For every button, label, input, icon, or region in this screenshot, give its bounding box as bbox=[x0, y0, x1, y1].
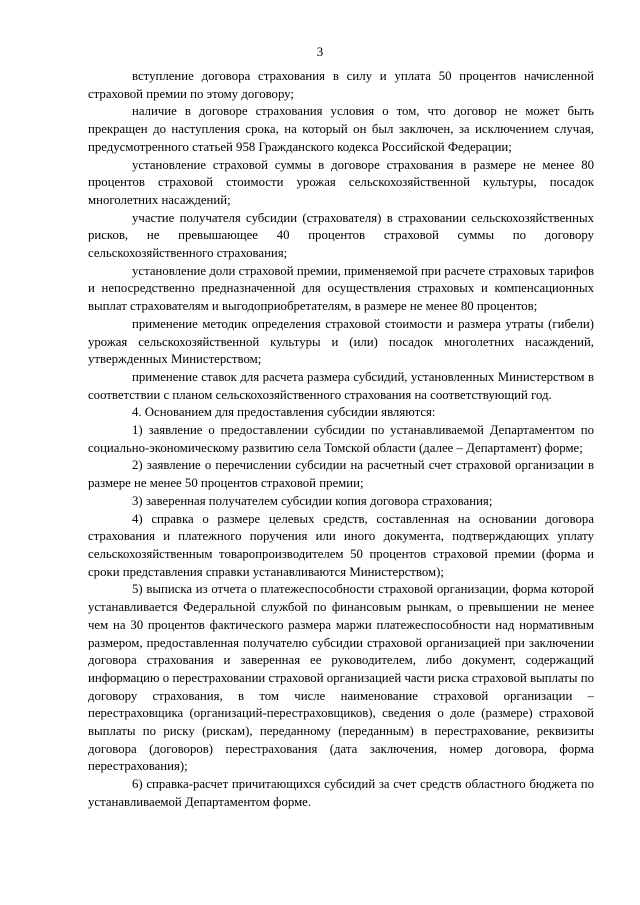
list-item: 6) справка-расчет причитающихся субсидий за счет средств областного бюджета по устанавливаемой Департаментом форме. bbox=[88, 777, 594, 809]
list-item: 2) заявление о перечислении субсидии на расчетный счет страховой организации в размере не менее 50 процентов страховой премии; bbox=[88, 458, 594, 491]
paragraph: участие получателя субсидии (страхователя) в страховании сельскохозяйственных рисков, не превышающее 40 процентов страховой суммы по договору сельскохозяйственного страхования; bbox=[88, 210, 594, 261]
list-item: 3) заверенная получателем субсидии копия договора страхования; bbox=[132, 493, 493, 508]
paragraph: применение ставок для расчета размера субсидий, установленных Министерством в соответствии с планом сельскохозяйственного страхования на соответствующий год. bbox=[88, 369, 594, 402]
page-number: 3 bbox=[316, 44, 324, 59]
paragraph: установление страховой суммы в договоре страхования в размере не менее 80 процентов страховой стоимости урожая сельскохозяйственной культуры, посадок многолетних насаждений; bbox=[88, 157, 594, 207]
paragraph: вступление договора страхования в силу и уплата 50 процентов начисленной страховой премии по этому договору; bbox=[88, 69, 594, 101]
paragraph: установление доли страховой премии, применяемой при расчете страховых тарифов и непосредственно предназначенной для осуществления страховых и компенсационных выплат страхователям и выгодоприобретателям, в размере не менее 80 процентов; bbox=[88, 263, 594, 314]
paragraph: применение методик определения страховой стоимости и размера утраты (гибели) урожая сельскохозяйственной культуры и (или) посадок многолетних насаждений, утвержденных Министерством; bbox=[88, 316, 594, 367]
list-item: 1) заявление о предоставлении субсидии по устанавливаемой Департаментом по социально-экономическому развитию села Томской области (далее – Департамент) форме; bbox=[88, 423, 594, 455]
document-body bbox=[88, 68, 594, 812]
paragraph: наличие в договоре страхования условия о том, что договор не может быть прекращен до наступления срока, на который он был заключен, за исключением случая, предусмотренного статьей 958 Гражданского кодекса Российской Федерации; bbox=[88, 104, 594, 154]
list-item: 5) выписка из отчета о платежеспособности страховой организации, форма которой устанавливается Федеральной службой по финансовым рынкам, о превышении не менее чем на 30 процентов фактического размера маржи платежеспособности над нормативным размером, предоставленная получателю субсидии страховой организацией при заключении договора страхования и заверенная ее руководителем, либо документ, содержащий информацию о перестраховании страховой организацией части риска страховой выплаты по договору страхования, в том числе наименование страховой организации – перестраховщика (организаций-перестраховщиков), сведения о доле (размере) страховой выплаты по риску (рискам), переданному (переданным) в перестрахование, реквизиты договора (договоров) перестрахования (дата заключения, номер договора, форма перестрахования); bbox=[88, 582, 594, 774]
section-heading: 4. Основанием для предоставления субсидии являются: bbox=[132, 405, 436, 420]
list-item: 4) справка о размере целевых средств, составленная на основании договора страхования и платежного поручения или иного документа, подтверждающих уплату сельскохозяйственным товаропроизводителем 50 процентов страховой премии (форма и сроки представления справки устанавливаются Министерством); bbox=[88, 511, 594, 579]
